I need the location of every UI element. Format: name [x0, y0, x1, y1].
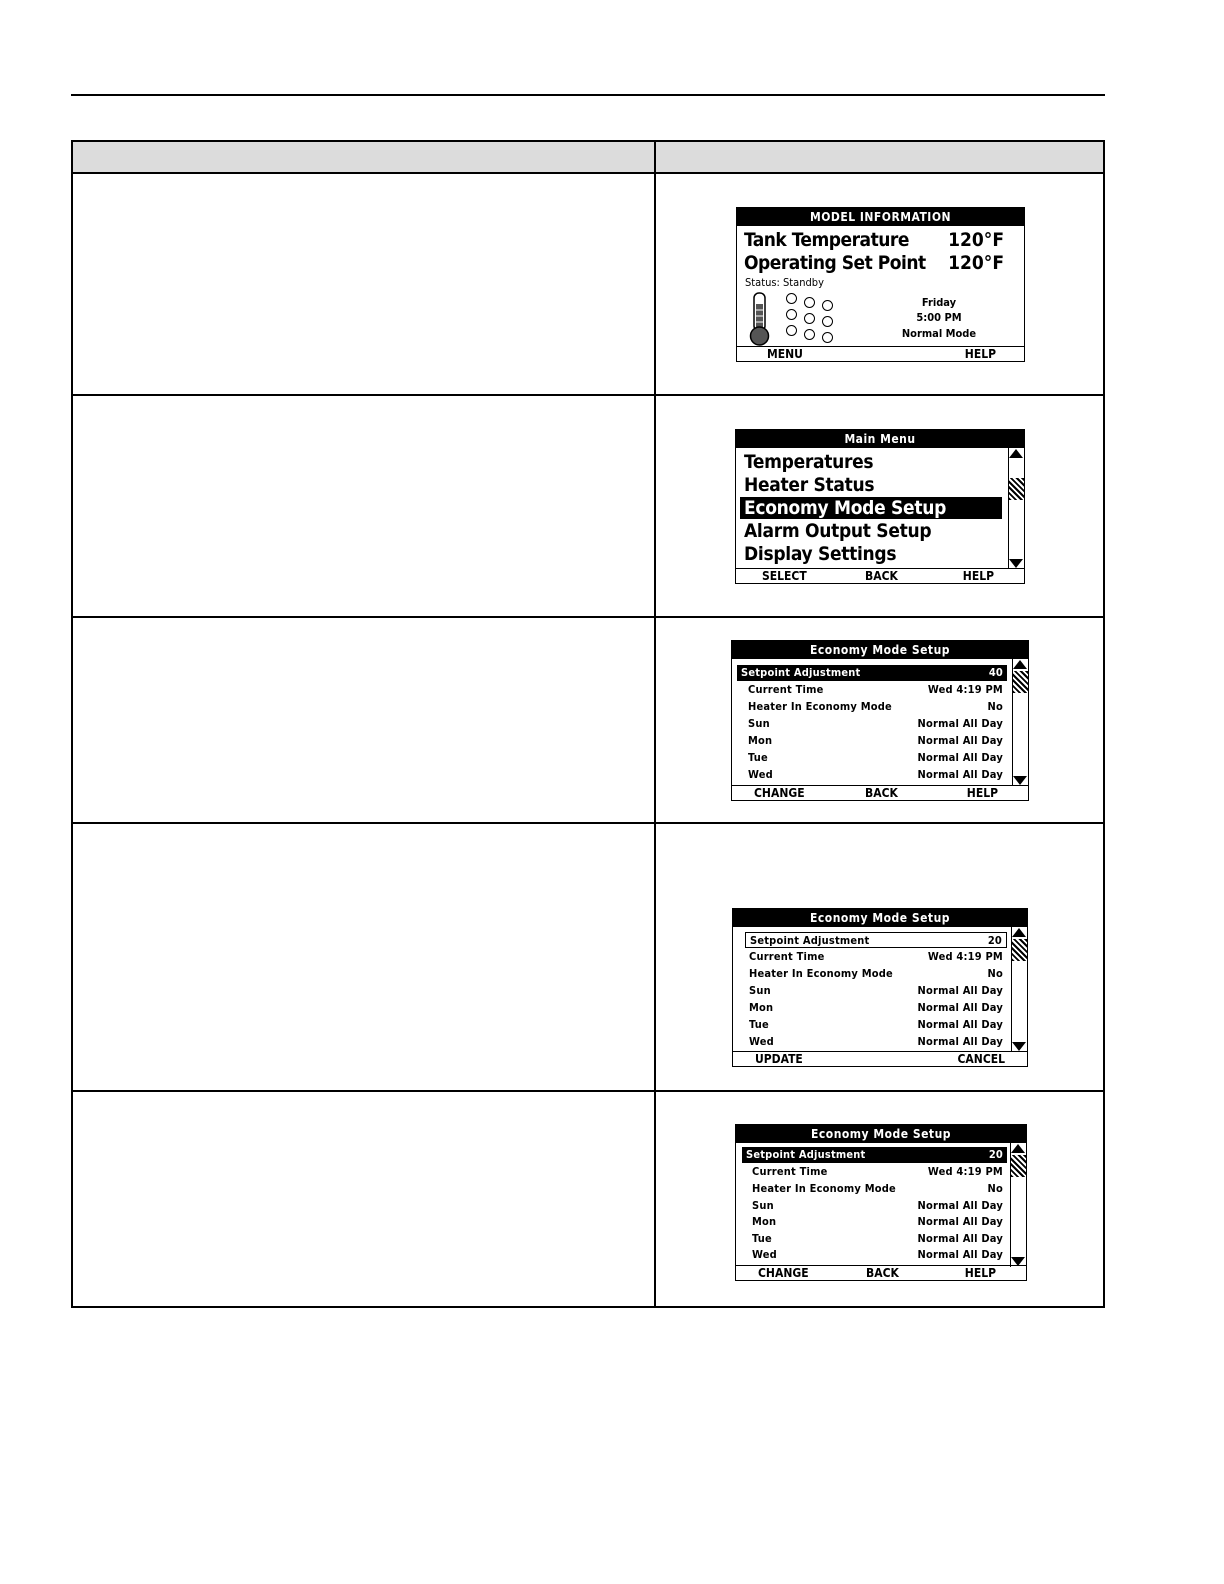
top-rule: [71, 94, 1105, 96]
scroll-thumb[interactable]: [1011, 1155, 1026, 1177]
row-key: Wed: [749, 1035, 774, 1048]
lcd-economy-mode-setup-edit: [732, 908, 1028, 1067]
step-description-cell: [73, 618, 656, 822]
list-item[interactable]: [744, 716, 1007, 732]
row-key: Heater In Economy Mode: [749, 967, 893, 980]
menu-softkey[interactable]: MENU: [767, 347, 803, 361]
row-key: Mon: [752, 1215, 777, 1228]
row-key: Mon: [749, 1001, 774, 1014]
row-value: Normal All Day: [917, 984, 1003, 997]
tank-temperature-value: 120°F: [948, 229, 1004, 251]
thermometer-icon: [749, 292, 771, 346]
row-value: 20: [988, 1148, 1003, 1161]
scrollbar[interactable]: [1012, 659, 1028, 786]
table-row: [73, 618, 1103, 824]
day-text: Friday: [921, 296, 957, 309]
select-softkey[interactable]: SELECT: [762, 569, 807, 583]
lcd-economy-mode-setup-saved: [735, 1124, 1027, 1281]
help-softkey[interactable]: HELP: [964, 347, 996, 361]
operating-set-point-value: 120°F: [948, 252, 1004, 274]
setpoint-adjustment-row[interactable]: [737, 665, 1007, 681]
list-item[interactable]: [744, 682, 1007, 698]
scroll-down-icon[interactable]: [1013, 776, 1027, 785]
list-item[interactable]: [745, 1017, 1007, 1033]
row-key: Sun: [749, 984, 771, 997]
row-key: Tue: [752, 1232, 772, 1245]
lcd-model-information: [736, 207, 1025, 362]
row-value: Normal All Day: [917, 1199, 1003, 1212]
scrollbar[interactable]: [1010, 1143, 1026, 1267]
row-key: Tue: [749, 1018, 769, 1031]
row-value: Normal All Day: [917, 751, 1003, 764]
scroll-thumb[interactable]: [1009, 478, 1024, 500]
softkey-bar: [736, 568, 1024, 583]
back-softkey[interactable]: BACK: [866, 1266, 899, 1280]
row-value: Normal All Day: [917, 734, 1003, 747]
screen-title: Economy Mode Setup: [732, 641, 1028, 659]
scrollbar[interactable]: [1011, 927, 1027, 1052]
softkey-bar: [737, 346, 1024, 361]
row-value: Wed 4:19 PM: [927, 683, 1003, 696]
row-value: Normal All Day: [917, 1215, 1003, 1228]
row-value: Normal All Day: [917, 1001, 1003, 1014]
row-value: Wed 4:19 PM: [927, 950, 1003, 963]
row-value: Normal All Day: [917, 1232, 1003, 1245]
list-item[interactable]: [744, 699, 1007, 715]
setpoint-adjustment-field[interactable]: [745, 932, 1007, 948]
row-key: Setpoint Adjustment: [750, 934, 870, 947]
display-cell: [656, 1092, 1103, 1306]
mode-text: Normal Mode: [901, 327, 977, 340]
lcd-economy-mode-setup: [731, 640, 1029, 801]
change-softkey[interactable]: CHANGE: [754, 786, 805, 800]
list-item[interactable]: [748, 1214, 1007, 1230]
screen-title: Economy Mode Setup: [736, 1125, 1026, 1143]
menu-item-display-settings[interactable]: Display Settings: [744, 543, 897, 565]
row-key: Current Time: [749, 950, 825, 963]
list-item[interactable]: [745, 983, 1007, 999]
screen-title: MODEL INFORMATION: [737, 208, 1024, 226]
row-value: No: [987, 967, 1003, 980]
update-softkey[interactable]: UPDATE: [755, 1052, 803, 1066]
row-key: Heater In Economy Mode: [752, 1182, 896, 1195]
screen-title: Main Menu: [736, 430, 1024, 448]
row-key: Current Time: [748, 683, 824, 696]
display-cell: [656, 824, 1103, 1090]
help-softkey[interactable]: HELP: [966, 786, 998, 800]
list-item[interactable]: [748, 1181, 1007, 1197]
scroll-down-icon[interactable]: [1012, 1042, 1026, 1051]
step-description-cell: [73, 396, 656, 616]
menu-item-alarm-output-setup[interactable]: Alarm Output Setup: [744, 520, 932, 542]
table-header: [73, 142, 1103, 174]
row-key: Sun: [752, 1199, 774, 1212]
list-item[interactable]: [744, 733, 1007, 749]
change-softkey[interactable]: CHANGE: [758, 1266, 809, 1280]
row-key: Tue: [748, 751, 768, 764]
scroll-up-icon[interactable]: [1011, 1144, 1025, 1153]
scroll-up-icon[interactable]: [1013, 660, 1027, 669]
step-description-cell: [73, 174, 656, 394]
scrollbar[interactable]: [1008, 448, 1024, 569]
row-key: Setpoint Adjustment: [746, 1148, 866, 1161]
row-key: Wed: [748, 768, 773, 781]
header-cell-step: [73, 142, 656, 172]
row-value: Normal All Day: [917, 1018, 1003, 1031]
lcd-main-menu: [735, 429, 1025, 584]
row-value: Wed 4:19 PM: [927, 1165, 1003, 1178]
scroll-up-icon[interactable]: [1009, 449, 1023, 458]
row-value: Normal All Day: [917, 768, 1003, 781]
step-description-cell: [73, 824, 656, 1090]
header-cell-display: [656, 142, 1103, 172]
help-softkey[interactable]: HELP: [964, 1266, 996, 1280]
procedure-table: [71, 140, 1105, 1308]
row-key: Wed: [752, 1248, 777, 1261]
row-value: No: [987, 700, 1003, 713]
row-value: Normal All Day: [917, 1035, 1003, 1048]
table-row: [73, 1092, 1103, 1306]
table-row: [73, 824, 1103, 1092]
row-value: Normal All Day: [917, 1248, 1003, 1261]
time-text: 5:00 PM: [916, 311, 962, 324]
cancel-softkey[interactable]: CANCEL: [957, 1052, 1005, 1066]
row-key: Mon: [748, 734, 773, 747]
display-cell: [656, 618, 1103, 822]
scroll-thumb[interactable]: [1012, 939, 1027, 961]
row-key: Sun: [748, 717, 770, 730]
scroll-up-icon[interactable]: [1012, 928, 1026, 937]
softkey-bar: [736, 1265, 1026, 1280]
screen-title: Economy Mode Setup: [733, 909, 1027, 927]
status-text: Status: Standby: [745, 276, 824, 289]
menu-item-economy-mode-setup[interactable]: Economy Mode Setup: [740, 497, 1002, 519]
display-cell: [656, 174, 1103, 394]
row-value: 40: [988, 666, 1003, 679]
row-key: Heater In Economy Mode: [748, 700, 892, 713]
list-item[interactable]: [745, 949, 1007, 965]
list-item[interactable]: [744, 750, 1007, 766]
list-item[interactable]: [748, 1231, 1007, 1247]
table-row: [73, 174, 1103, 396]
row-value: Normal All Day: [917, 717, 1003, 730]
back-softkey[interactable]: BACK: [865, 786, 898, 800]
back-softkey[interactable]: BACK: [865, 569, 898, 583]
table-row: [73, 396, 1103, 618]
list-item[interactable]: [745, 1034, 1007, 1050]
scroll-thumb[interactable]: [1013, 671, 1028, 693]
softkey-bar: [733, 1051, 1027, 1066]
list-item[interactable]: [745, 966, 1007, 982]
list-item[interactable]: [748, 1198, 1007, 1214]
list-item[interactable]: [744, 767, 1007, 783]
row-key: Setpoint Adjustment: [741, 666, 861, 679]
list-item[interactable]: [745, 1000, 1007, 1016]
list-item[interactable]: [748, 1164, 1007, 1180]
row-key: Current Time: [752, 1165, 828, 1178]
softkey-bar: [732, 785, 1028, 800]
operating-set-point-label: Operating Set Point: [744, 252, 926, 274]
display-cell: [656, 396, 1103, 616]
row-value: 20: [987, 934, 1002, 947]
help-softkey[interactable]: HELP: [962, 569, 994, 583]
list-item[interactable]: [748, 1247, 1007, 1263]
setpoint-adjustment-row[interactable]: [742, 1147, 1007, 1163]
scroll-down-icon[interactable]: [1009, 559, 1023, 568]
menu-item-temperatures[interactable]: Temperatures: [744, 451, 874, 473]
row-value: No: [987, 1182, 1003, 1195]
menu-item-heater-status[interactable]: Heater Status: [744, 474, 875, 496]
step-description-cell: [73, 1092, 656, 1306]
tank-temperature-label: Tank Temperature: [744, 229, 909, 251]
